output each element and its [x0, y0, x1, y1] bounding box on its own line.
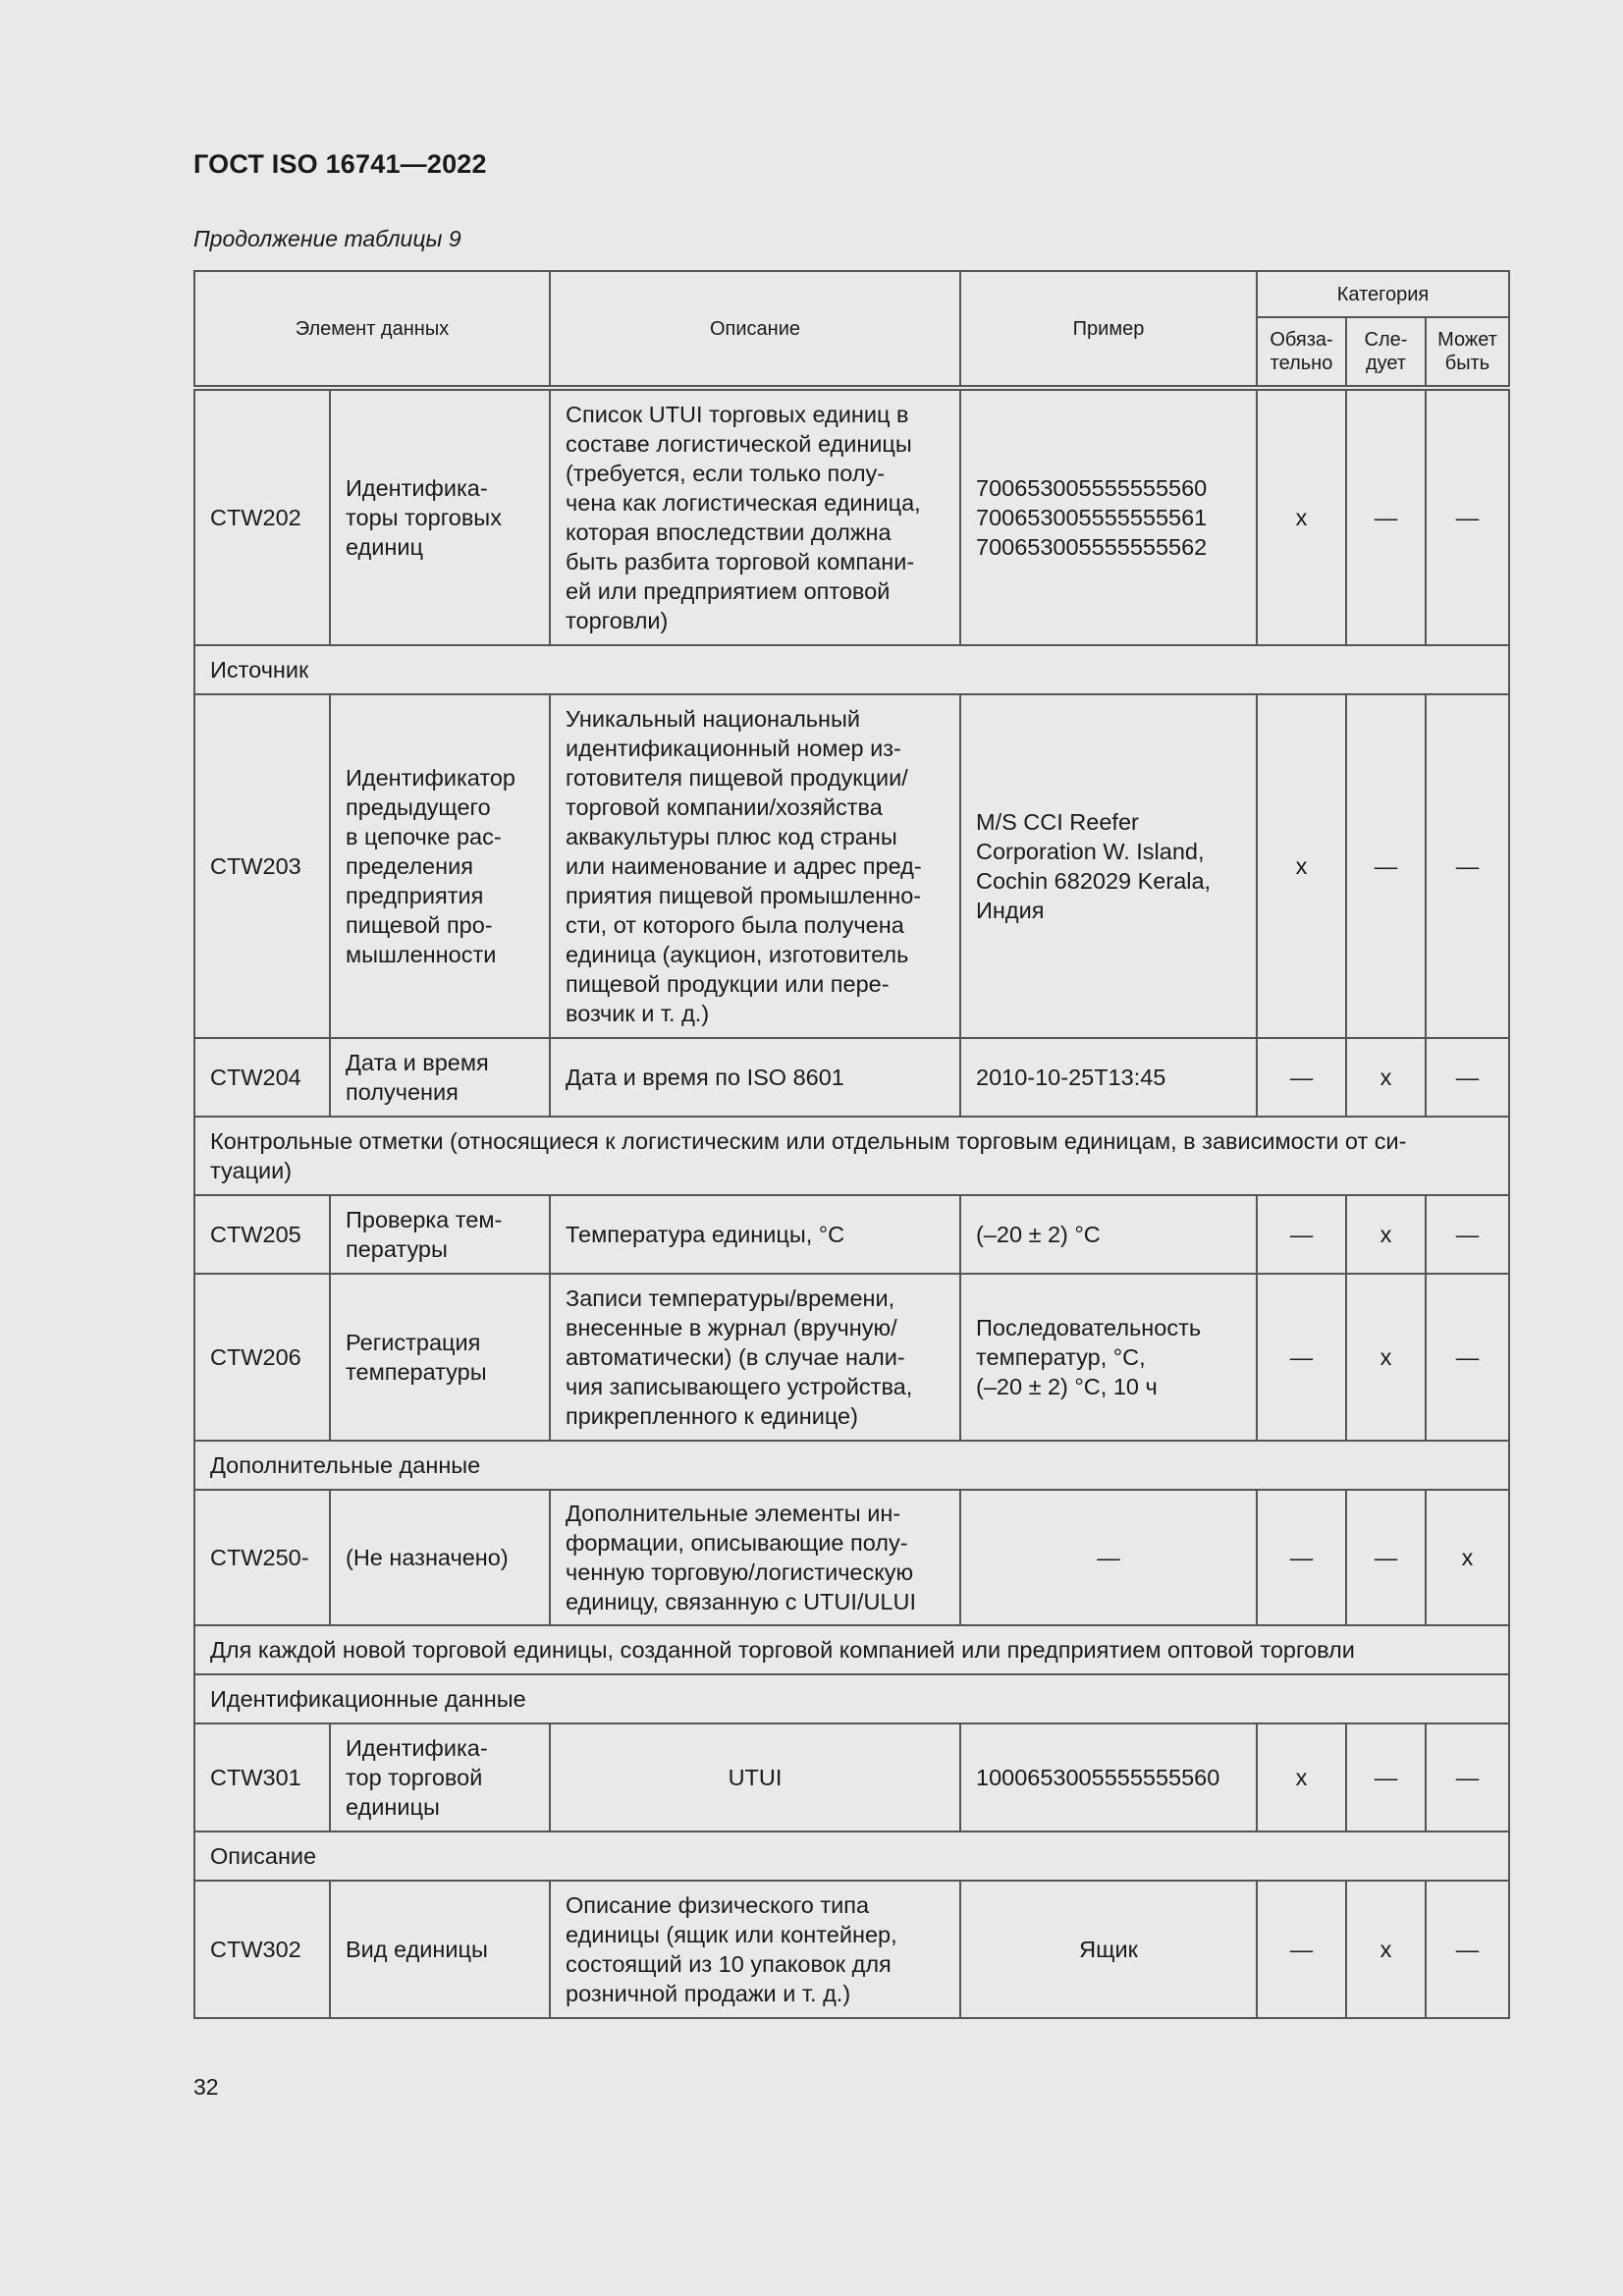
section-title: Источник: [194, 645, 1509, 694]
description-cell: Температура единицы, °C: [550, 1195, 960, 1274]
section-row: [194, 1831, 1509, 1881]
description-cell: UTUI: [550, 1723, 960, 1831]
element-name-cell: Дата и время получения: [330, 1038, 550, 1117]
may-cell: —: [1426, 694, 1509, 1038]
should-cell: —: [1346, 1723, 1426, 1831]
header-mandatory: Обяза- тельно: [1257, 317, 1346, 388]
example-cell: (–20 ± 2) °C: [960, 1195, 1257, 1274]
mandatory-cell: —: [1257, 1274, 1346, 1441]
mandatory-cell: —: [1257, 1490, 1346, 1625]
element-code-cell: CTW302: [194, 1881, 330, 2018]
should-cell: —: [1346, 388, 1426, 645]
table-row: [194, 1274, 1509, 1441]
header-element: Элемент данных: [194, 271, 550, 388]
header-description: Описание: [550, 271, 960, 388]
element-code-cell: CTW204: [194, 1038, 330, 1117]
section-row: [194, 645, 1509, 694]
may-cell: —: [1426, 1038, 1509, 1117]
section-row: [194, 1625, 1509, 1674]
section-row: [194, 1441, 1509, 1490]
table-caption: Продолжение таблицы 9: [193, 226, 461, 251]
element-name-cell: Проверка тем- пературы: [330, 1195, 550, 1274]
element-name-cell: Вид единицы: [330, 1881, 550, 2018]
header-should: Сле- дует: [1346, 317, 1426, 388]
description-cell: Описание физического типа единицы (ящик или контейнер, состоящий из 10 упаковок для розничной продажи и т. д.): [550, 1881, 960, 2018]
should-cell: x: [1346, 1195, 1426, 1274]
table-row: [194, 1195, 1509, 1274]
example-cell: 1000653005555555560: [960, 1723, 1257, 1831]
should-cell: —: [1346, 694, 1426, 1038]
page-number: 32: [193, 2074, 219, 2100]
table-header: [194, 271, 1509, 388]
table-row: [194, 1490, 1509, 1625]
section-title: Контрольные отметки (относящиеся к логистическим или отдельным торговым единицам, в зависимости от си- туации): [194, 1117, 1509, 1195]
may-cell: —: [1426, 1723, 1509, 1831]
element-name-cell: (Не назначено): [330, 1490, 550, 1625]
table-row: [194, 1881, 1509, 2018]
example-cell: 2010-10-25T13:45: [960, 1038, 1257, 1117]
element-code-cell: CTW301: [194, 1723, 330, 1831]
element-name-cell: Регистрация температуры: [330, 1274, 550, 1441]
description-cell: Дата и время по ISO 8601: [550, 1038, 960, 1117]
element-name-cell: Идентифика- тор торговой единицы: [330, 1723, 550, 1831]
element-code-cell: CTW250-: [194, 1490, 330, 1625]
mandatory-cell: x: [1257, 694, 1346, 1038]
table-row: [194, 1723, 1509, 1831]
section-row: [194, 1117, 1509, 1195]
mandatory-cell: x: [1257, 1723, 1346, 1831]
may-cell: —: [1426, 1195, 1509, 1274]
table-row: [194, 1038, 1509, 1117]
section-row: [194, 1674, 1509, 1723]
header-category: Категория: [1257, 271, 1509, 317]
mandatory-cell: x: [1257, 388, 1346, 645]
element-name-cell: Идентификатор предыдущего в цепочке рас- пределения предприятия пищевой про- мышленности: [330, 694, 550, 1038]
should-cell: —: [1346, 1490, 1426, 1625]
element-code-cell: CTW202: [194, 388, 330, 645]
element-code-cell: CTW206: [194, 1274, 330, 1441]
may-cell: —: [1426, 1881, 1509, 2018]
may-cell: x: [1426, 1490, 1509, 1625]
element-code-cell: CTW203: [194, 694, 330, 1038]
header-example: Пример: [960, 271, 1257, 388]
section-title: Дополнительные данные: [194, 1441, 1509, 1490]
example-cell: Ящик: [960, 1881, 1257, 2018]
section-title: Для каждой новой торговой единицы, созданной торговой компанией или предприятием оптовой торговли: [194, 1625, 1509, 1674]
data-elements-table: [193, 270, 1510, 2019]
description-cell: Записи температуры/времени, внесенные в журнал (вручную/ автоматически) (в случае нали- чия записывающего устройства, прикрепленного к единице): [550, 1274, 960, 1441]
section-title: Идентификационные данные: [194, 1674, 1509, 1723]
description-cell: Дополнительные элементы ин- формации, описывающие полу- ченную торговую/логистическую единицу, связанную с UTUI/ULUI: [550, 1490, 960, 1625]
header-may: Может быть: [1426, 317, 1509, 388]
table-row: [194, 388, 1509, 645]
element-name-cell: Идентифика- торы торговых единиц: [330, 388, 550, 645]
example-cell: 700653005555555560 700653005555555561 700653005555555562: [960, 388, 1257, 645]
description-cell: Уникальный национальный идентификационный номер из- готовителя пищевой продукции/ торговой компании/хозяйства аквакультуры плюс код страны или наименование и адрес пред- приятия пищевой промышленно- сти, от которого была получена единица (аукцион, изготовитель пищевой продукции или пере- возчик и т. д.): [550, 694, 960, 1038]
example-cell: M/S CCI Reefer Corporation W. Island, Cochin 682029 Kerala, Индия: [960, 694, 1257, 1038]
mandatory-cell: —: [1257, 1038, 1346, 1117]
should-cell: x: [1346, 1881, 1426, 2018]
element-code-cell: CTW205: [194, 1195, 330, 1274]
may-cell: —: [1426, 388, 1509, 645]
mandatory-cell: —: [1257, 1195, 1346, 1274]
table-row: [194, 694, 1509, 1038]
section-title: Описание: [194, 1831, 1509, 1881]
description-cell: Список UTUI торговых единиц в составе логистической единицы (требуется, если только полу- чена как логистическая единица, которая впоследствии должна быть разбита торговой компани- ей или предприятием оптовой торговли): [550, 388, 960, 645]
should-cell: x: [1346, 1274, 1426, 1441]
example-cell: Последовательность температур, °C, (–20 ± 2) °C, 10 ч: [960, 1274, 1257, 1441]
table-body: [194, 388, 1509, 2018]
example-cell: —: [960, 1490, 1257, 1625]
mandatory-cell: —: [1257, 1881, 1346, 2018]
should-cell: x: [1346, 1038, 1426, 1117]
may-cell: —: [1426, 1274, 1509, 1441]
document-header: ГОСТ ISO 16741—2022: [193, 149, 487, 179]
